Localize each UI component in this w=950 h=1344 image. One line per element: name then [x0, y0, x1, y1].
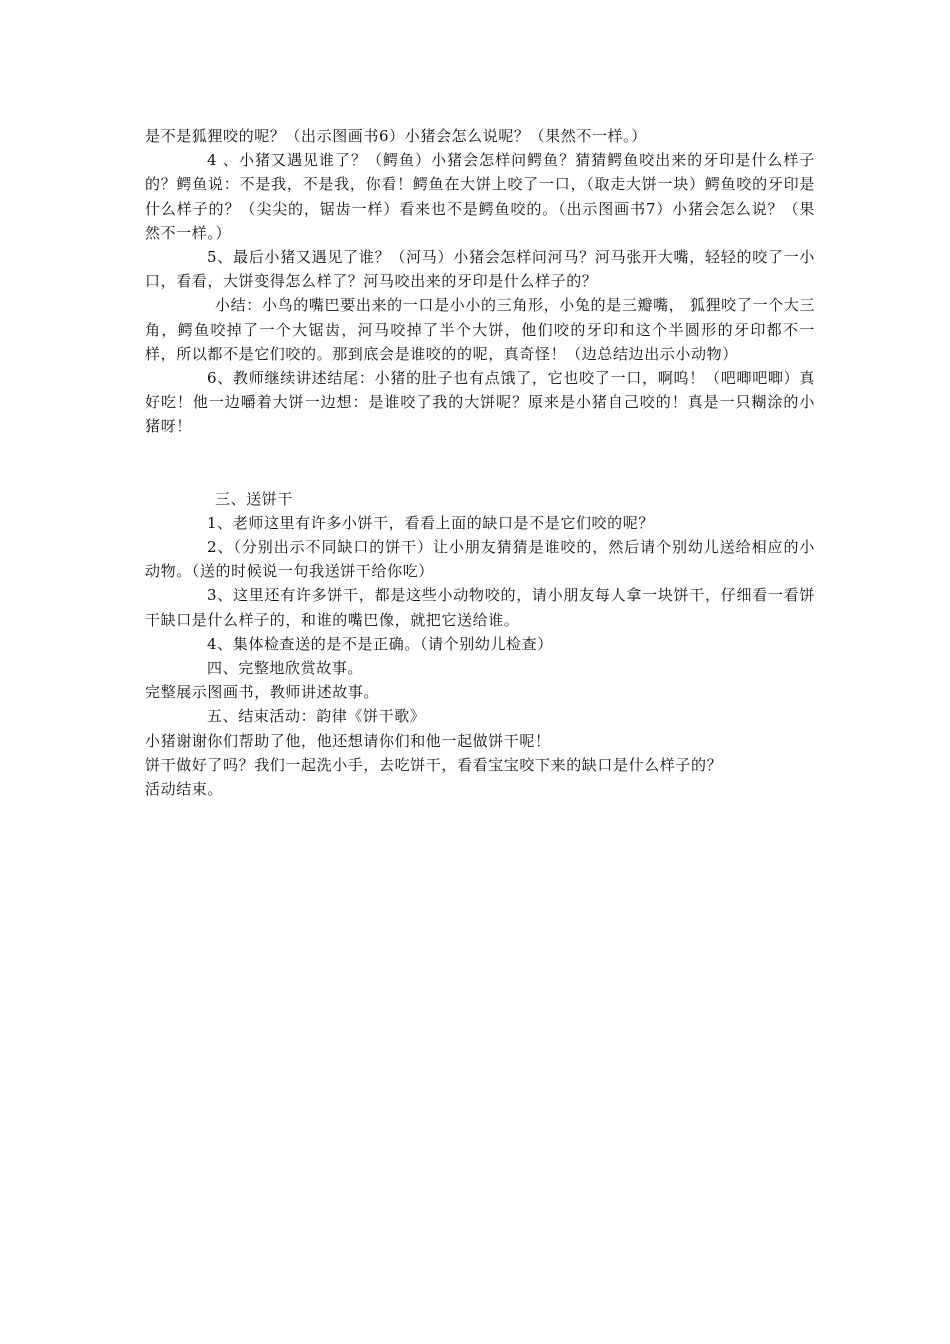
paragraph-closing-3: 活动结束。: [145, 780, 224, 799]
paragraph-ending: 6、教师继续讲述结尾：小猪的肚子也有点饿了，它也咬了一口，啊呜！（吧唧吧唧）真好吃！他一边嚼着大饼一边想：是谁咬了我的大饼呢？原来是小猪自己咬的！真是一只糊涂的小猪呀！: [145, 369, 815, 436]
paragraph-crocodile: 4 、小猪又遇见谁了？（鳄鱼）小猪会怎样问鳄鱼？猜猜鳄鱼咬出来的牙印是什么样子的？鳄鱼说：不是我，不是我，你看！鳄鱼在大饼上咬了一口，（取走大饼一块）鳄鱼咬的牙印是什么样子的？（尖尖的，锯齿一样）看来也不是鳄鱼咬的。（出示图画书7）小猪会怎么说？（果然不一样。）: [145, 151, 815, 242]
section-heading-send-biscuits: 三、送饼干: [215, 489, 294, 508]
paragraph-step-1: 1、老师这里有许多小饼干，看看上面的缺口是不是它们咬的呢？: [207, 513, 654, 532]
document-body: [145, 124, 815, 801]
paragraph-hippo: 5、最后小猪又遇见了谁？（河马）小猪会怎样问河马？河马张开大嘴，轻轻的咬了一小口，看看，大饼变得怎么样了？河马咬出来的牙印是什么样子的？: [145, 248, 815, 291]
paragraph-step-2: 2、（分别出示不同缺口的饼干）让小朋友猜猜是谁咬的，然后请个别幼儿送给相应的小动物。（送的时候说一句我送饼干给你吃）: [145, 538, 815, 581]
section-heading-story: 四、完整地欣赏故事。: [207, 659, 364, 678]
paragraph-fox-question: 是不是狐狸咬的呢？（出示图画书6）小猪会怎么说呢？（果然不一样。）: [145, 127, 647, 145]
section-heading-closing: 五、结束活动：韵律《饼干歌》: [207, 707, 426, 726]
paragraph-step-3: 3、这里还有许多饼干，都是这些小动物咬的，请小朋友每人拿一块饼干，仔细看一看饼干缺口是什么样子的，和谁的嘴巴像，就把它送给谁。: [145, 586, 815, 629]
section-gap: [145, 439, 815, 487]
paragraph-story: 完整展示图画书，教师讲述故事。: [145, 683, 380, 702]
paragraph-step-4: 4、集体检查送的是不是正确。（请个别幼儿检查）: [207, 634, 553, 653]
paragraph-summary: 小结：小鸟的嘴巴要出来的一口是小小的三角形，小兔的是三瓣嘴， 狐狸咬了一个大三角，鳄鱼咬掉了一个大锯齿，河马咬掉了半个大饼，他们咬的牙印和这个半圆形的牙印都不一样，所以都不是它们咬的。那到底会是谁咬的的呢，真奇怪！（边总结边出示小动物）: [145, 296, 815, 363]
paragraph-closing-1: 小猪谢谢你们帮助了他，他还想请你们和他一起做饼干呢！: [145, 731, 551, 750]
paragraph-closing-2: 饼干做好了吗？我们一起洗小手，去吃饼干，看看宝宝咬下来的缺口是什么样子的？: [145, 755, 723, 774]
